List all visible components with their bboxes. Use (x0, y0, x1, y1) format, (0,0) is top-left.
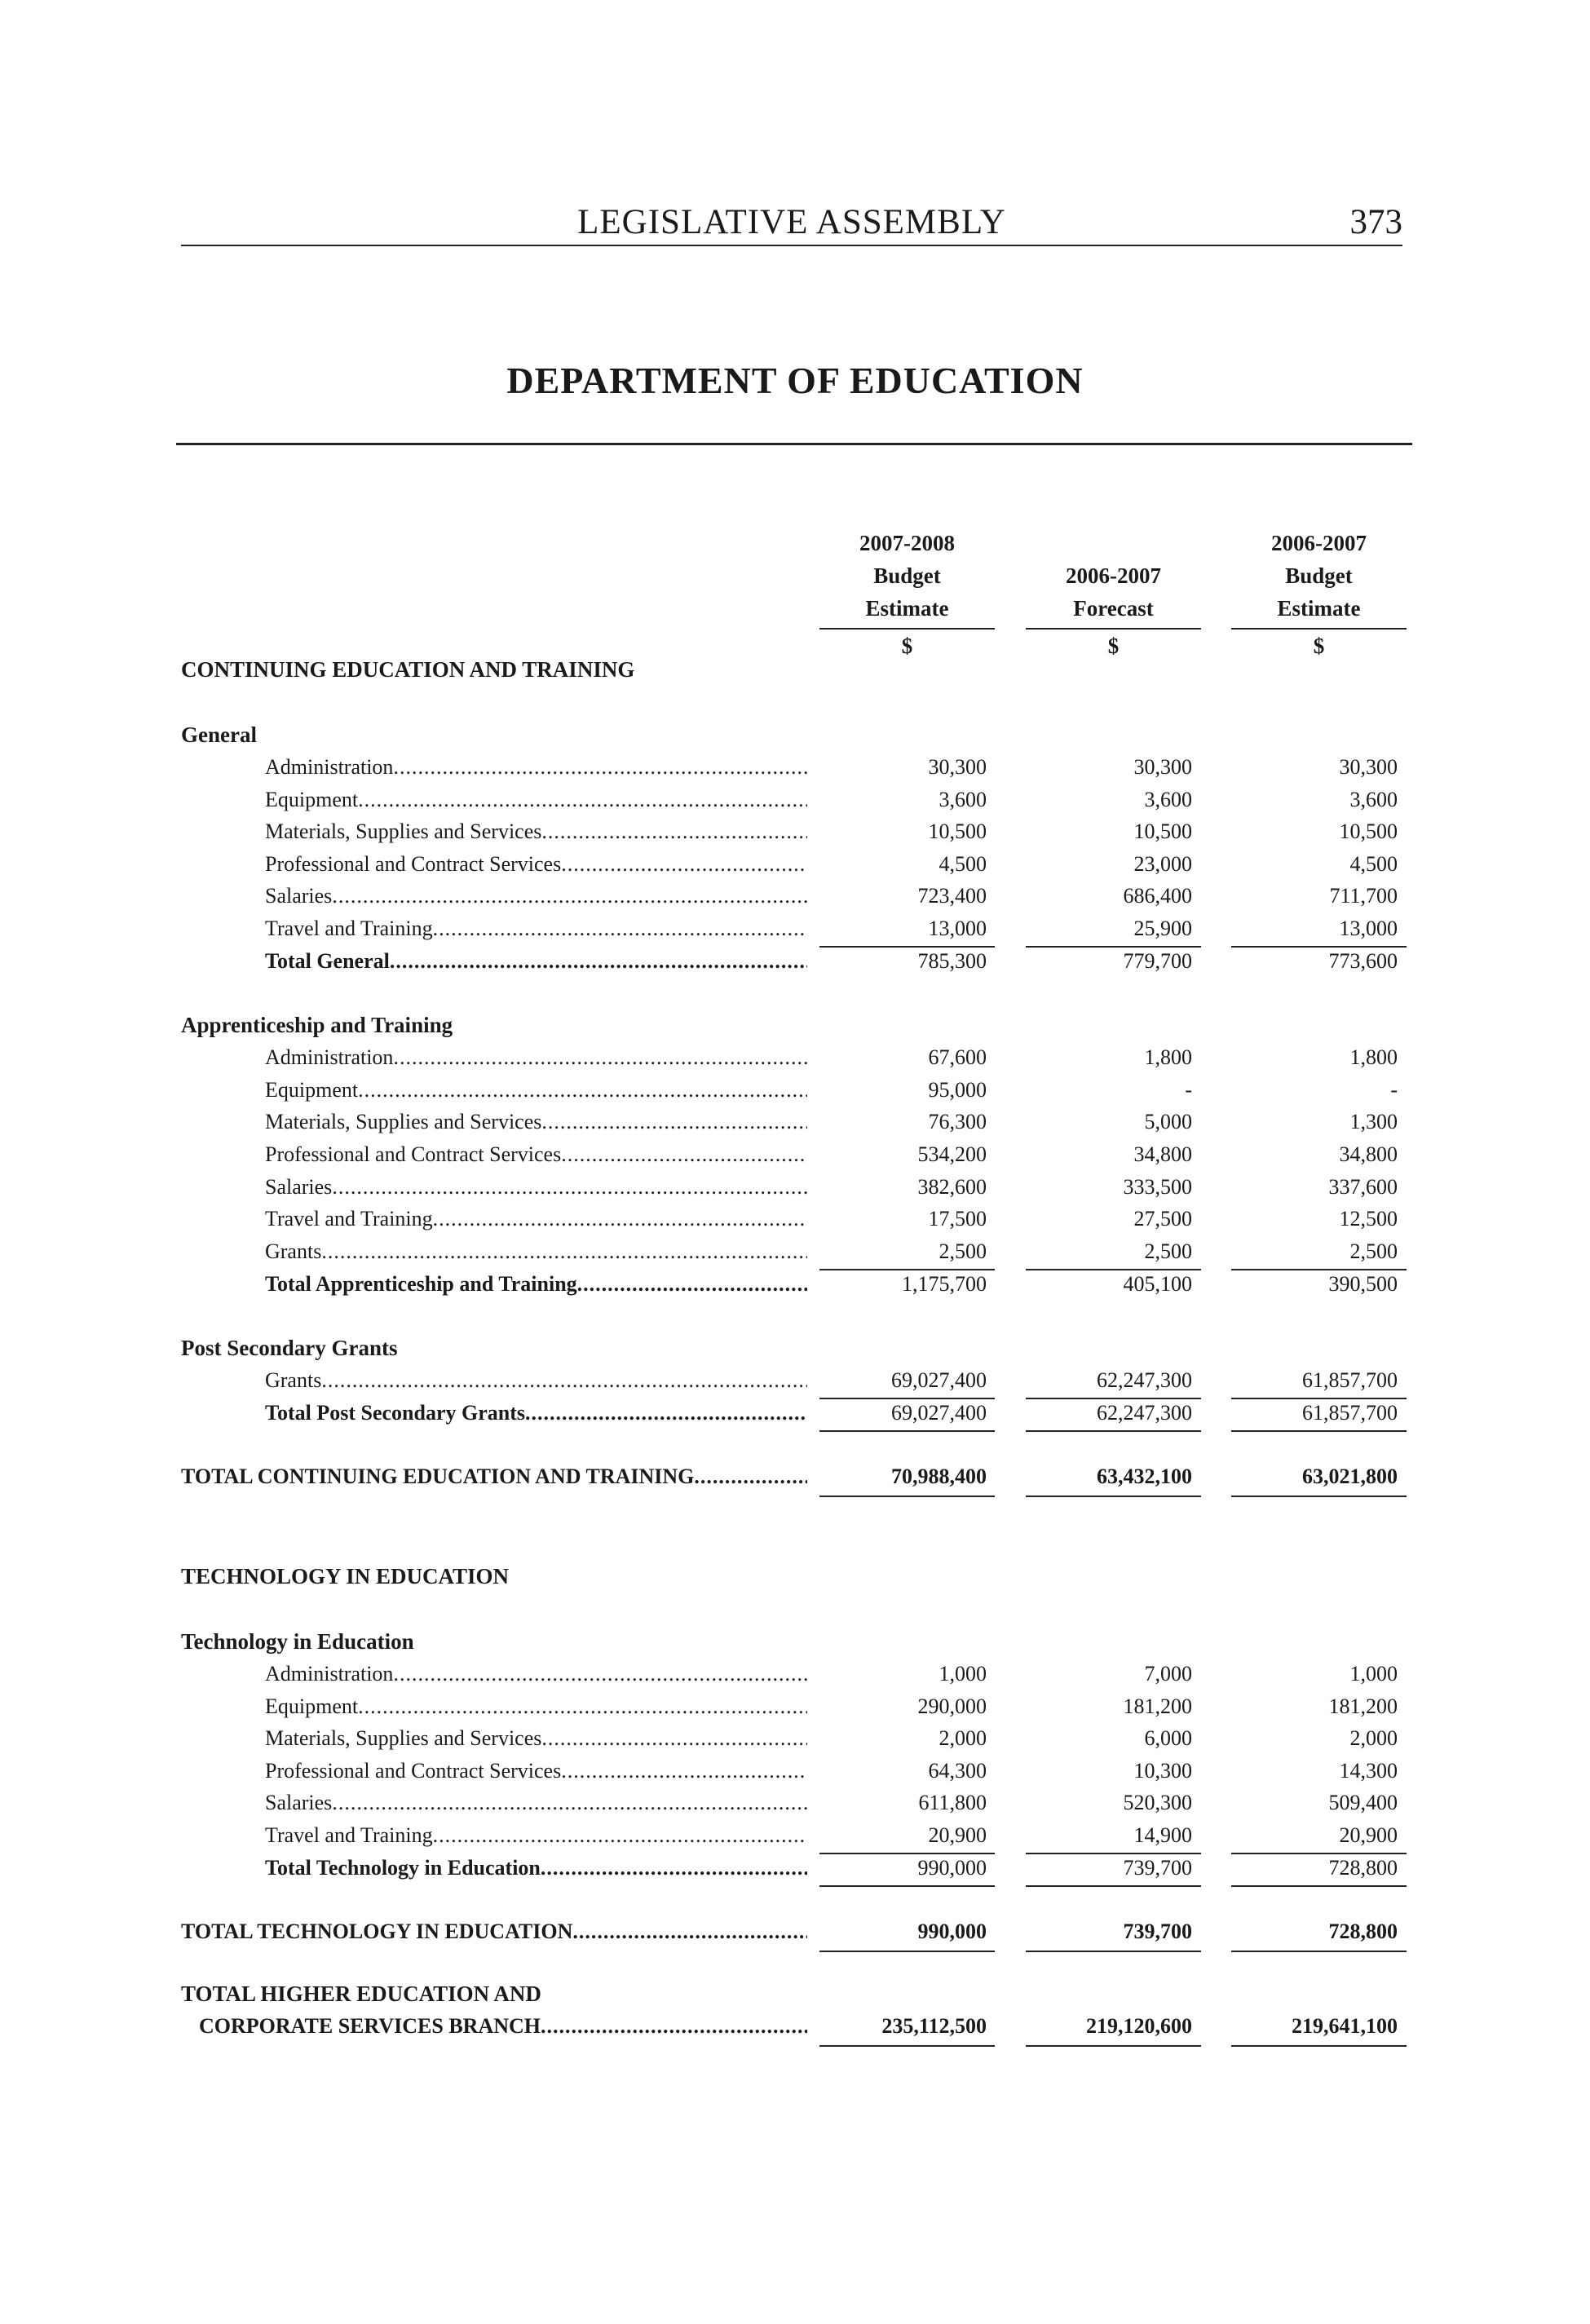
row-label: Materials, Supplies and Services ..... (265, 1110, 807, 1134)
cell-value: 62,247,300 (1097, 1401, 1192, 1425)
cell-value: 1,000 (1349, 1662, 1398, 1686)
cell-value: 509,400 (1328, 1791, 1398, 1814)
cell-value: 64,300 (928, 1759, 987, 1783)
cell-value: 6,000 (1144, 1726, 1192, 1750)
table-row (0, 1691, 1590, 1724)
cell-value: 20,900 (1339, 1823, 1398, 1847)
column-header-line: Budget (1285, 563, 1353, 588)
table-row (0, 913, 1590, 946)
cell-value: 17,500 (928, 1207, 987, 1230)
table-row (0, 849, 1590, 881)
row-label: Total Technology in Education ..... (265, 1856, 807, 1880)
table-row (0, 1042, 1590, 1075)
table-row (0, 1756, 1590, 1788)
group-total-row (0, 1398, 1590, 1430)
table-row (0, 881, 1590, 913)
table-row (0, 816, 1590, 849)
cell-value: 4,500 (939, 852, 987, 876)
cell-value: 7,000 (1144, 1662, 1192, 1686)
row-label: Professional and Contract Services ..... (265, 1142, 807, 1167)
cell-value: 4,500 (1349, 852, 1398, 876)
cell-value: 534,200 (917, 1142, 987, 1166)
cell-value: 1,800 (1144, 1045, 1192, 1069)
cell-value: 62,247,300 (1097, 1368, 1192, 1392)
cell-value: 61,857,700 (1302, 1401, 1398, 1425)
total-rule (1026, 1885, 1201, 1887)
row-label: Salaries ..... (265, 1791, 807, 1815)
total-rule (1026, 1430, 1201, 1432)
cell-value: 30,300 (1339, 755, 1398, 779)
table-row (0, 1075, 1590, 1107)
cell-value: 290,000 (917, 1694, 987, 1718)
total-rule (1026, 1951, 1201, 1952)
row-label: Administration ..... (265, 1662, 807, 1686)
row-label: Total General ..... (265, 949, 807, 974)
row-label: TOTAL TECHNOLOGY IN EDUCATION ..... (181, 1920, 807, 1944)
group-total-row (0, 1269, 1590, 1301)
cell-value: 3,600 (1349, 788, 1398, 811)
cell-value: 30,300 (928, 755, 987, 779)
cell-value: 13,000 (1339, 917, 1398, 940)
table-row (0, 1365, 1590, 1398)
page-number: 373 (1349, 203, 1402, 241)
cell-value: - (1185, 1078, 1192, 1102)
table-row (0, 1723, 1590, 1756)
table-row (0, 1787, 1590, 1820)
cell-value: 63,432,100 (1097, 1465, 1192, 1488)
cell-value: - (1390, 1078, 1398, 1102)
column-header-line: Forecast (1073, 596, 1154, 621)
cell-value: 382,600 (917, 1175, 987, 1199)
column-header-line: Estimate (1277, 596, 1361, 621)
row-label: Professional and Contract Services ..... (265, 1759, 807, 1783)
section-heading: CONTINUING EDUCATION AND TRAINING (181, 657, 635, 682)
cell-value: 10,500 (1339, 820, 1398, 843)
grand-total-row (0, 2011, 1590, 2043)
row-label: CORPORATE SERVICES BRANCH ..... (199, 2014, 807, 2039)
cell-value: 711,700 (1329, 884, 1398, 908)
total-rule (1231, 1430, 1407, 1432)
table-row (0, 1236, 1590, 1269)
cell-value: 390,500 (1328, 1272, 1398, 1296)
column-header-budget-2007-2008 (819, 527, 995, 662)
row-label: Travel and Training ..... (265, 1823, 807, 1848)
table-row (0, 1139, 1590, 1172)
cell-value: 990,000 (917, 1920, 987, 1943)
section-total-row (0, 1916, 1590, 1949)
cell-value: 3,600 (939, 788, 987, 811)
cell-value: 235,112,500 (881, 2014, 987, 2038)
cell-value: 728,800 (1328, 1856, 1398, 1880)
table-row (0, 1659, 1590, 1691)
table-row (0, 1107, 1590, 1139)
group-heading: Post Secondary Grants (181, 1336, 398, 1360)
cell-value: 520,300 (1123, 1791, 1192, 1814)
cell-value: 1,175,700 (902, 1272, 987, 1296)
cell-value: 69,027,400 (891, 1401, 987, 1425)
group-total-row (0, 1853, 1590, 1885)
cell-value: 990,000 (917, 1856, 987, 1880)
cell-value: 30,300 (1133, 755, 1192, 779)
cell-value: 337,600 (1328, 1175, 1398, 1199)
column-header-line: 2006-2007 (1271, 531, 1367, 555)
cell-value: 1,300 (1349, 1110, 1398, 1133)
row-label: Equipment ..... (265, 1078, 807, 1102)
table-row (0, 752, 1590, 784)
row-label: Salaries ..... (265, 1175, 807, 1200)
cell-value: 2,500 (939, 1239, 987, 1263)
cell-value: 219,120,600 (1086, 2014, 1192, 2038)
cell-value: 95,000 (928, 1078, 987, 1102)
cell-value: 12,500 (1339, 1207, 1398, 1230)
cell-value: 739,700 (1123, 1920, 1192, 1943)
department-title: DEPARTMENT OF EDUCATION (506, 360, 1084, 401)
cell-value: 181,200 (1123, 1694, 1192, 1718)
column-header-line: Estimate (865, 596, 949, 621)
cell-value: 739,700 (1123, 1856, 1192, 1880)
cell-value: 611,800 (918, 1791, 987, 1814)
cell-value: 14,900 (1133, 1823, 1192, 1847)
row-label: Equipment ..... (265, 788, 807, 812)
cell-value: 2,500 (1144, 1239, 1192, 1263)
cell-value: 2,500 (1349, 1239, 1398, 1263)
running-head (181, 202, 1402, 246)
row-label: Materials, Supplies and Services ..... (265, 820, 807, 844)
row-label: Administration ..... (265, 1045, 807, 1070)
total-rule (819, 1496, 995, 1497)
cell-value: 785,300 (917, 949, 987, 973)
cell-value: 773,600 (1328, 949, 1398, 973)
cell-value: 25,900 (1133, 917, 1192, 940)
column-header-line: 2006-2007 (1066, 563, 1161, 588)
running-head-title: LEGISLATIVE ASSEMBLY (577, 203, 1006, 241)
row-label: Total Post Secondary Grants ..... (265, 1401, 807, 1425)
total-rule (819, 1885, 995, 1887)
total-rule (819, 1951, 995, 1952)
cell-value: 67,600 (928, 1045, 987, 1069)
column-header-budget-2006-2007 (1231, 527, 1407, 662)
cell-value: 1,000 (939, 1662, 987, 1686)
total-rule (819, 1430, 995, 1432)
cell-value: 3,600 (1144, 788, 1192, 811)
row-label: Materials, Supplies and Services ..... (265, 1726, 807, 1751)
cell-value: 10,500 (1133, 820, 1192, 843)
cell-value: 686,400 (1123, 884, 1192, 908)
cell-value: 2,000 (1349, 1726, 1398, 1750)
column-header-line: 2007-2008 (859, 531, 955, 555)
cell-value: 34,800 (1339, 1142, 1398, 1166)
cell-value: 70,988,400 (891, 1465, 987, 1488)
total-rule (1026, 1496, 1201, 1497)
table-row (0, 1820, 1590, 1853)
cell-value: 181,200 (1328, 1694, 1398, 1718)
row-label: Professional and Contract Services ..... (265, 852, 807, 877)
cell-value: 34,800 (1133, 1142, 1192, 1166)
cell-value: 333,500 (1123, 1175, 1192, 1199)
cell-value: 63,021,800 (1302, 1465, 1398, 1488)
cell-value: 5,000 (1144, 1110, 1192, 1133)
cell-value: 1,800 (1349, 1045, 1398, 1069)
total-rule (1231, 1496, 1407, 1497)
table-row (0, 1204, 1590, 1236)
column-unit: $ (1107, 634, 1120, 658)
grand-total-label-line1: TOTAL HIGHER EDUCATION AND (181, 1982, 541, 2006)
cell-value: 405,100 (1123, 1272, 1192, 1296)
section-total-row (0, 1461, 1590, 1494)
cell-value: 779,700 (1123, 949, 1192, 973)
title-rule (176, 443, 1412, 445)
cell-value: 20,900 (928, 1823, 987, 1847)
row-label: Salaries ..... (265, 884, 807, 908)
cell-value: 61,857,700 (1302, 1368, 1398, 1392)
cell-value: 27,500 (1133, 1207, 1192, 1230)
cell-value: 728,800 (1328, 1920, 1398, 1943)
column-header-forecast-2006-2007 (1026, 527, 1201, 662)
row-label: TOTAL CONTINUING EDUCATION AND TRAINING ..... (181, 1465, 807, 1489)
table-row (0, 1172, 1590, 1204)
total-rule (1026, 2045, 1201, 2047)
table-row (0, 784, 1590, 817)
cell-value: 10,500 (928, 820, 987, 843)
group-heading: General (181, 722, 257, 747)
row-label: Total Apprenticeship and Training ..... (265, 1272, 807, 1297)
total-rule (819, 2045, 995, 2047)
cell-value: 723,400 (917, 884, 987, 908)
group-heading: Technology in Education (181, 1629, 414, 1654)
group-total-row (0, 946, 1590, 979)
cell-value: 69,027,400 (891, 1368, 987, 1392)
column-unit: $ (901, 634, 913, 658)
row-label: Grants ..... (265, 1239, 807, 1264)
total-rule (1231, 2045, 1407, 2047)
group-heading: Apprenticeship and Training (181, 1013, 453, 1037)
row-label: Administration ..... (265, 755, 807, 780)
row-label: Travel and Training ..... (265, 1207, 807, 1231)
column-header-line: Budget (873, 563, 941, 588)
cell-value: 23,000 (1133, 852, 1192, 876)
column-unit: $ (1313, 634, 1325, 658)
cell-value: 2,000 (939, 1726, 987, 1750)
cell-value: 76,300 (928, 1110, 987, 1133)
row-label: Grants ..... (265, 1368, 807, 1393)
total-rule (1231, 1885, 1407, 1887)
cell-value: 14,300 (1339, 1759, 1398, 1783)
section-heading: TECHNOLOGY IN EDUCATION (181, 1564, 510, 1588)
cell-value: 219,641,100 (1292, 2014, 1398, 2038)
total-rule (1231, 1951, 1407, 1952)
cell-value: 10,300 (1133, 1759, 1192, 1783)
row-label: Travel and Training ..... (265, 917, 807, 941)
cell-value: 13,000 (928, 917, 987, 940)
column-header-line (1026, 527, 1201, 559)
row-label: Equipment ..... (265, 1694, 807, 1719)
